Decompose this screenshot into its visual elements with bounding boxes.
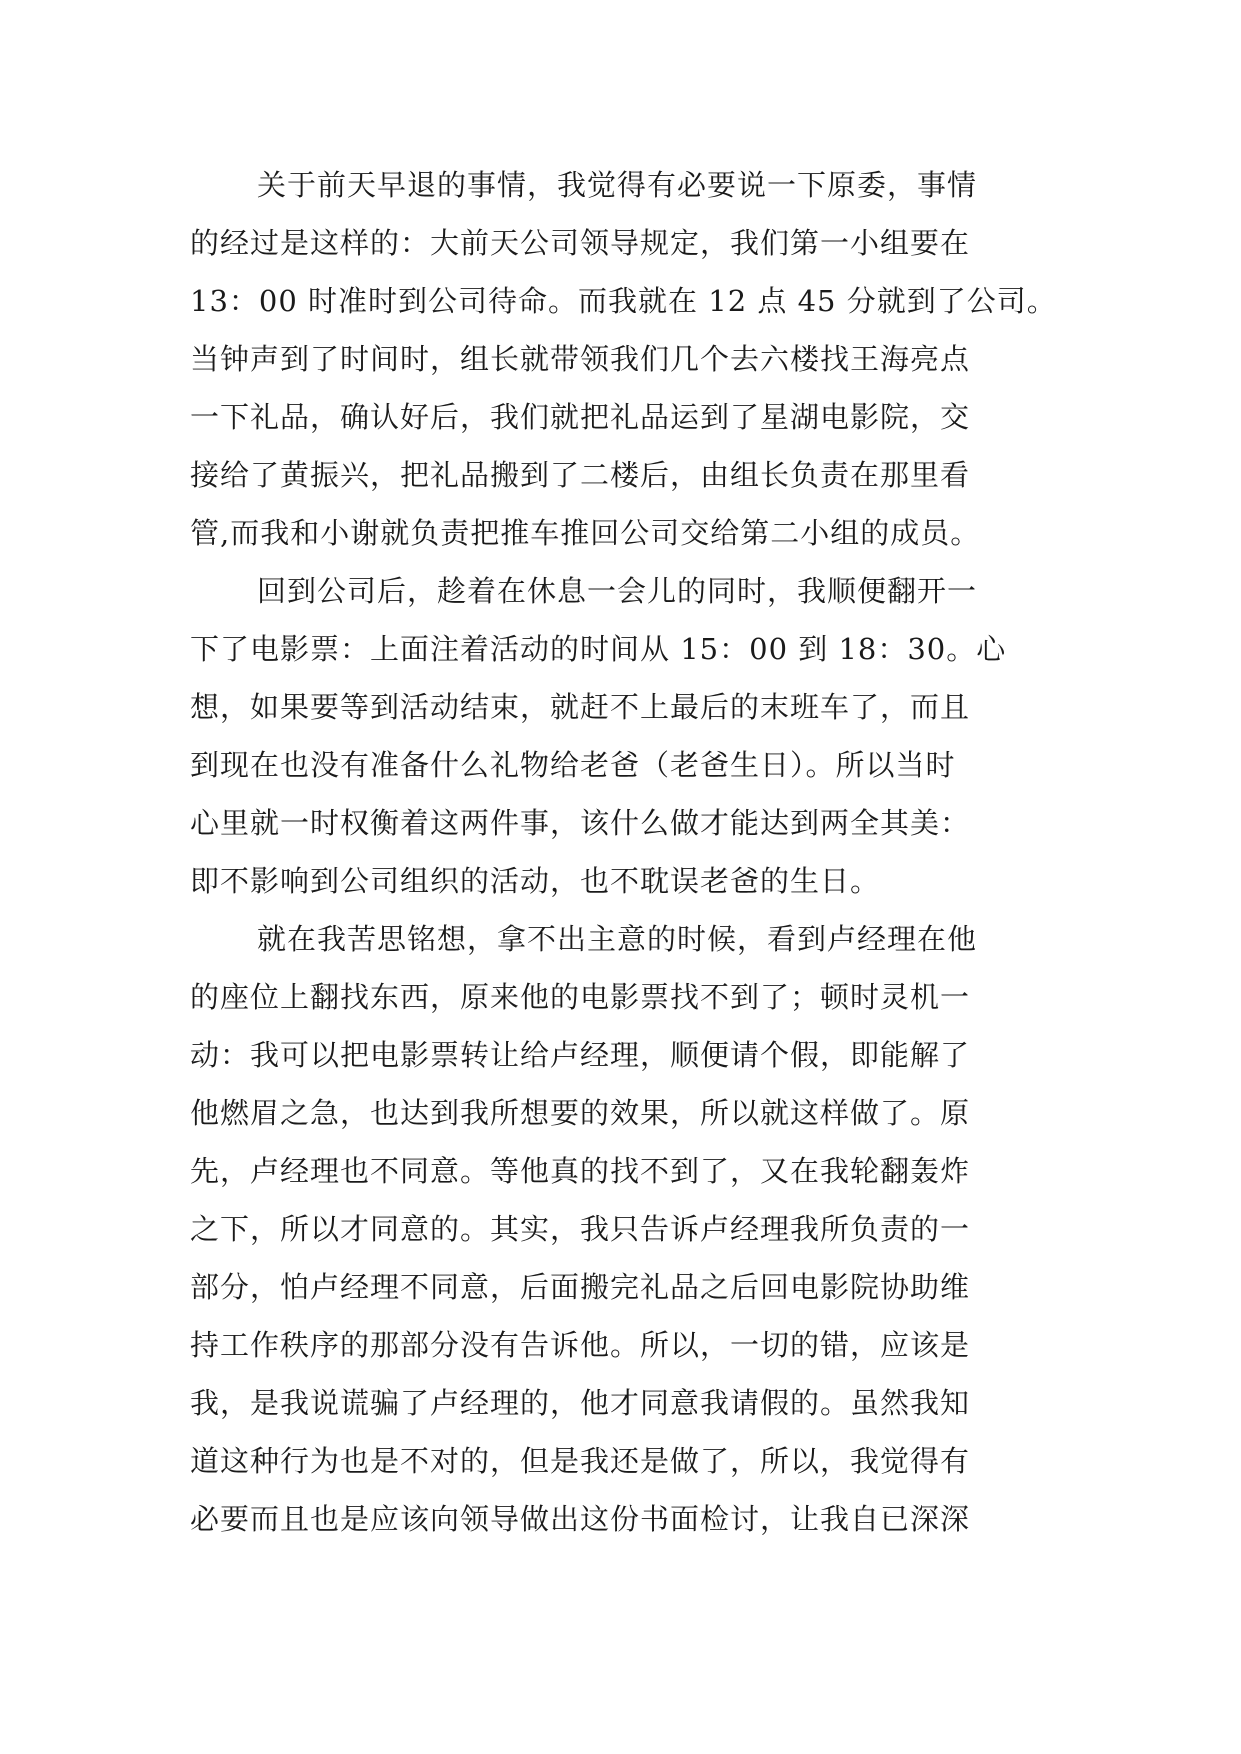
text-line: 到现在也没有准备什么礼物给老爸（老爸生日）。所以当时 bbox=[190, 748, 956, 782]
text-line: 先，卢经理也不同意。等他真的找不到了，又在我轮翻轰炸 bbox=[190, 1154, 971, 1188]
text-line: 13：00 时准时到公司待命。而我就在 12 点 45 分就到了公司。 bbox=[190, 284, 1057, 318]
text-line: 管,而我和小谢就负责把推车推回公司交给第二小组的成员。 bbox=[190, 516, 981, 550]
text-line: 即不影响到公司组织的活动，也不耽误老爸的生日。 bbox=[190, 864, 881, 898]
text-line: 关于前天早退的事情，我觉得有必要说一下原委，事情 bbox=[257, 168, 978, 202]
paragraph-1 bbox=[190, 156, 1060, 562]
text-line: 就在我苦思铭想，拿不出主意的时候，看到卢经理在他 bbox=[257, 922, 978, 956]
text-line: 回到公司后，趁着在休息一会儿的同时，我顺便翻开一 bbox=[257, 574, 978, 608]
text-line: 当钟声到了时间时，组长就带领我们几个去六楼找王海亮点 bbox=[190, 342, 971, 376]
text-line: 之下，所以才同意的。其实，我只告诉卢经理我所负责的一 bbox=[190, 1212, 971, 1246]
text-line: 我，是我说谎骗了卢经理的，他才同意我请假的。虽然我知 bbox=[190, 1386, 971, 1420]
paragraph-2 bbox=[190, 562, 1060, 910]
text-line: 下了电影票：上面注着活动的时间从 15：00 到 18：30。心 bbox=[190, 632, 1007, 666]
text-line: 的座位上翻找东西，原来他的电影票找不到了；顿时灵机一 bbox=[190, 980, 971, 1014]
text-line: 的经过是这样的：大前天公司领导规定，我们第一小组要在 bbox=[190, 226, 971, 260]
text-line: 道这种行为也是不对的，但是我还是做了，所以，我觉得有 bbox=[190, 1444, 971, 1478]
text-line: 一下礼品，确认好后，我们就把礼品运到了星湖电影院，交 bbox=[190, 400, 971, 434]
paragraph-3 bbox=[190, 910, 1060, 1548]
text-line: 动：我可以把电影票转让给卢经理，顺便请个假，即能解了 bbox=[190, 1038, 971, 1072]
text-line: 部分，怕卢经理不同意，后面搬完礼品之后回电影院协助维 bbox=[190, 1270, 971, 1304]
document-body bbox=[190, 156, 1060, 1548]
text-line: 接给了黄振兴，把礼品搬到了二楼后，由组长负责在那里看 bbox=[190, 458, 971, 492]
text-line: 想，如果要等到活动结束，就赶不上最后的末班车了，而且 bbox=[190, 690, 971, 724]
text-line: 心里就一时权衡着这两件事，该什么做才能达到两全其美： bbox=[190, 806, 971, 840]
text-line: 持工作秩序的那部分没有告诉他。所以，一切的错，应该是 bbox=[190, 1328, 971, 1362]
text-line: 必要而且也是应该向领导做出这份书面检讨，让我自已深深 bbox=[190, 1502, 971, 1536]
text-line: 他燃眉之急，也达到我所想要的效果，所以就这样做了。原 bbox=[190, 1096, 971, 1130]
